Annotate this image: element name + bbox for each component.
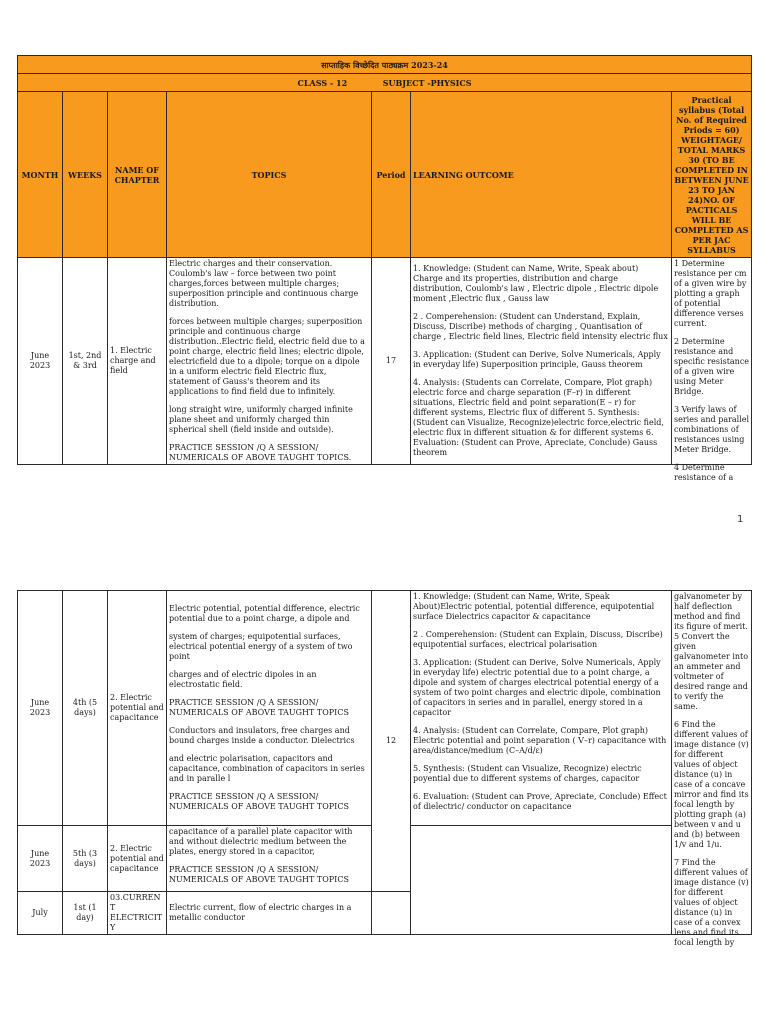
row2-month: June 2023 xyxy=(18,591,63,826)
outcome-paragraph: 5. Synthesis: (Student can Visualize, Recognize) electric poyential due to different systems of charges, capacitor xyxy=(413,764,642,783)
topic-paragraph: charges and of electric dipoles in an electrostatic field. xyxy=(169,670,317,689)
outcome-paragraph: 1. Knowledge: (Student can Name, Write, Speak about) Charge and its properties, distribution and charge distribution, Coulomb's law , Electric dipole , Electric dipole moment ,Electric flux , Gauss law xyxy=(413,264,659,303)
practical-paragraph: 4 Determine resistance of a xyxy=(674,463,734,482)
row1-practical xyxy=(672,258,752,482)
row4-month: July xyxy=(18,892,63,935)
class-label: CLASS - 12 xyxy=(297,77,348,88)
row4-topics: Electric current, flow of electric charges in a metallic conductor xyxy=(167,892,372,935)
row3-topics xyxy=(167,826,372,892)
outcome-paragraph: 4. Analysis: (Students can Correlate, Compare, Plot graph) electric force and charge separation (F–r) in different situations, Electric field and point separation(E – r) for different systems, Electric flux of different 5. Synthesis: (Student can Visualize, Recognize)electric force,electric field, electric flux in different situation & for different systems 6. Evaluation: (Student can Prove, Apreciate, Conclude) Gauss theorem xyxy=(413,378,664,457)
topic-paragraph: long straight wire, uniformly charged infinite plane sheet and uniformly charged thin spherical shell (field inside and outside). xyxy=(169,405,353,434)
outcome-paragraph: 6. Evaluation: (Student can Prove, Apreciate, Conclude) Effect of dielectric/ conductor on capacitance xyxy=(413,792,667,811)
row1-outcomes xyxy=(411,258,672,465)
subject-label: SUBJECT -PHYSICS xyxy=(382,77,472,88)
header-chapter: NAME OF CHAPTER xyxy=(108,92,167,258)
topic-paragraph: Conductors and insulators, free charges and bound charges inside a conductor. Dielectrics xyxy=(169,726,355,745)
row2-chapter: 2. Electric potential and capacitance xyxy=(108,591,167,826)
topic-paragraph: Electric potential, potential difference, electric potential due to a point charge, a dipole and xyxy=(169,604,360,623)
outcome-paragraph: 3. Application: (Student can Derive, Solve Numericals, Apply in everyday life) electric potential due to a point charge, a dipole and system of charges electrical potential energy of a system of two point charges and electric dipole, combination of capacitors in series and in parallel, energy stored in a capacitor xyxy=(413,658,661,717)
header-month: MONTH xyxy=(18,92,63,258)
outcome-paragraph: 1. Knowledge: (Student can Name, Write, Speak About)Electric potential, potential difference, equipotential surface Dielectrics capacitor & capacitance xyxy=(413,592,655,621)
page-number: 1 xyxy=(737,514,744,525)
header-period: Period xyxy=(372,92,411,258)
row2-topics xyxy=(167,591,372,826)
row2-period: 12 xyxy=(372,591,411,892)
topic-paragraph: PRACTICE SESSION /Q A SESSION/ NUMERICALS OF ABOVE TAUGHT TOPICS. xyxy=(169,443,352,462)
outcome-paragraph: 2 . Comperehension: (Student can Understand, Explain, Discuss, Discribe) methods of charging , Quantisation of charge , Electric field lines, Electric field intensity electric flux xyxy=(413,312,668,341)
title-hindi: साप्ताहिक विच्छेदित पाठ्यक्रम 2023-24 xyxy=(321,59,448,70)
title-row xyxy=(18,56,752,74)
row2-outcomes xyxy=(411,591,672,826)
topic-paragraph: Electric charges and their conservation. Coulomb's law – force between two point charges,forces between multiple charges; superposition principle and continuous charge distribution. xyxy=(169,259,359,308)
topic-paragraph: and electric polarisation, capacitors and capacitance, combination of capacitors in series and in paralle l xyxy=(169,754,365,783)
header-outcome: LEARNING OUTCOME xyxy=(411,92,672,258)
outcome-paragraph: 4. Analysis: (Student can Correlate, Compare, Plot graph) Electric potential and point separation ( V–r) capacitance with area/distance/medium (C–A/d/ε) xyxy=(413,726,667,755)
practical-paragraph: 1 Determine resistance per cm of a given wire by plotting a graph of potential difference verses current. xyxy=(674,259,747,328)
row1-weeks: 1st, 2nd & 3rd xyxy=(63,258,108,465)
row1-period: 17 xyxy=(372,258,411,465)
practical-paragraph: 3 Verify laws of series and parallel combinations of resistances using Meter Bridge. xyxy=(674,405,750,454)
practical-paragraph: 7 Find the different values of image distance (v) for different values of object distance (u) in case of a convex lens and find its focal length by xyxy=(674,858,749,947)
topic-paragraph: PRACTICE SESSION /Q A SESSION/ NUMERICALS OF ABOVE TAUGHT TOPICS xyxy=(169,865,349,884)
outcome-paragraph: 2 . Comperehension: (Student can Explain, Discuss, Discribe) equipotential surfaces, electrical polarisation xyxy=(413,630,663,649)
class-subject-row xyxy=(18,74,752,92)
topic-paragraph: forces between multiple charges; superposition principle and continuous charge distribution..Electric field, electric field due to a point charge, electric field lines; electric dipole, electricfield due to a dipole; torque on a dipole in a uniform electric field Electric flux, statement of Gauss's theorem and its applications to find field due to infinitely. xyxy=(169,317,365,396)
header-weeks: WEEKS xyxy=(63,92,108,258)
syllabus-table-page-2 xyxy=(17,590,752,947)
row1-chapter: 1. Electric charge and field xyxy=(108,258,167,465)
row1-month: June 2023 xyxy=(18,258,63,465)
outcome-paragraph: 3. Application: (Student can Derive, Solve Numericals, Apply in everyday life) Superposition principle, Gauss theorem xyxy=(413,350,661,369)
row3-outcomes-empty xyxy=(411,826,672,935)
row3-month: June 2023 xyxy=(18,826,63,892)
row3-chapter: 2. Electric potential and capacitance xyxy=(108,826,167,892)
row4-weeks: 1st (1 day) xyxy=(63,892,108,935)
topic-paragraph: system of charges; equipotential surfaces, electrical potential energy of a system of two point xyxy=(169,632,353,661)
practical-paragraph: 2 Determine resistance and specific resistance of a given wire using Meter Bridge. xyxy=(674,337,750,396)
header-topics: TOPICS xyxy=(167,92,372,258)
row4-chapter: 03.CURRENT ELECTRICIT Y xyxy=(108,892,167,935)
practical-paragraph: 6 Find the different values of image distance (v) for different values of object distance (u) in case of a concave mirror and find its focal length by plotting graph (a) between v and u and (b) between 1/v and 1/u. xyxy=(674,720,749,849)
practical-paragraph: galvanometer by half deflection method and find its figure of merit. 5 Convert the given galvanometer into an ammeter and voltmeter of desired range and to verify the same. xyxy=(674,592,749,711)
header-practical: Practical syllabus (Total No. of Required Priods = 60) WEIGHTAGE/ TOTAL MARKS 30 (TO BE COMPLETED IN BETWEEN JUNE 23 TO JAN 24)NO. OF PACTICALS WILL BE COMPLETED AS PER JAC SYLLABUS xyxy=(672,92,752,258)
topic-paragraph: PRACTICE SESSION /Q A SESSION/ NUMERICALS OF ABOVE TAUGHT TOPICS xyxy=(169,792,349,811)
row4-period-empty xyxy=(372,892,411,935)
topic-paragraph: PRACTICE SESSION /Q A SESSION/ NUMERICALS OF ABOVE TAUGHT TOPICS xyxy=(169,698,349,717)
row2-weeks: 4th (5 days) xyxy=(63,591,108,826)
row1-topics xyxy=(167,258,372,465)
topic-paragraph: capacitance of a parallel plate capacitor with and without dielectric medium between the plates, energy stored in a capacitor, xyxy=(169,827,353,856)
row2-practical xyxy=(672,591,752,947)
syllabus-table-page-1 xyxy=(17,55,752,482)
row3-weeks: 5th (3 days) xyxy=(63,826,108,892)
